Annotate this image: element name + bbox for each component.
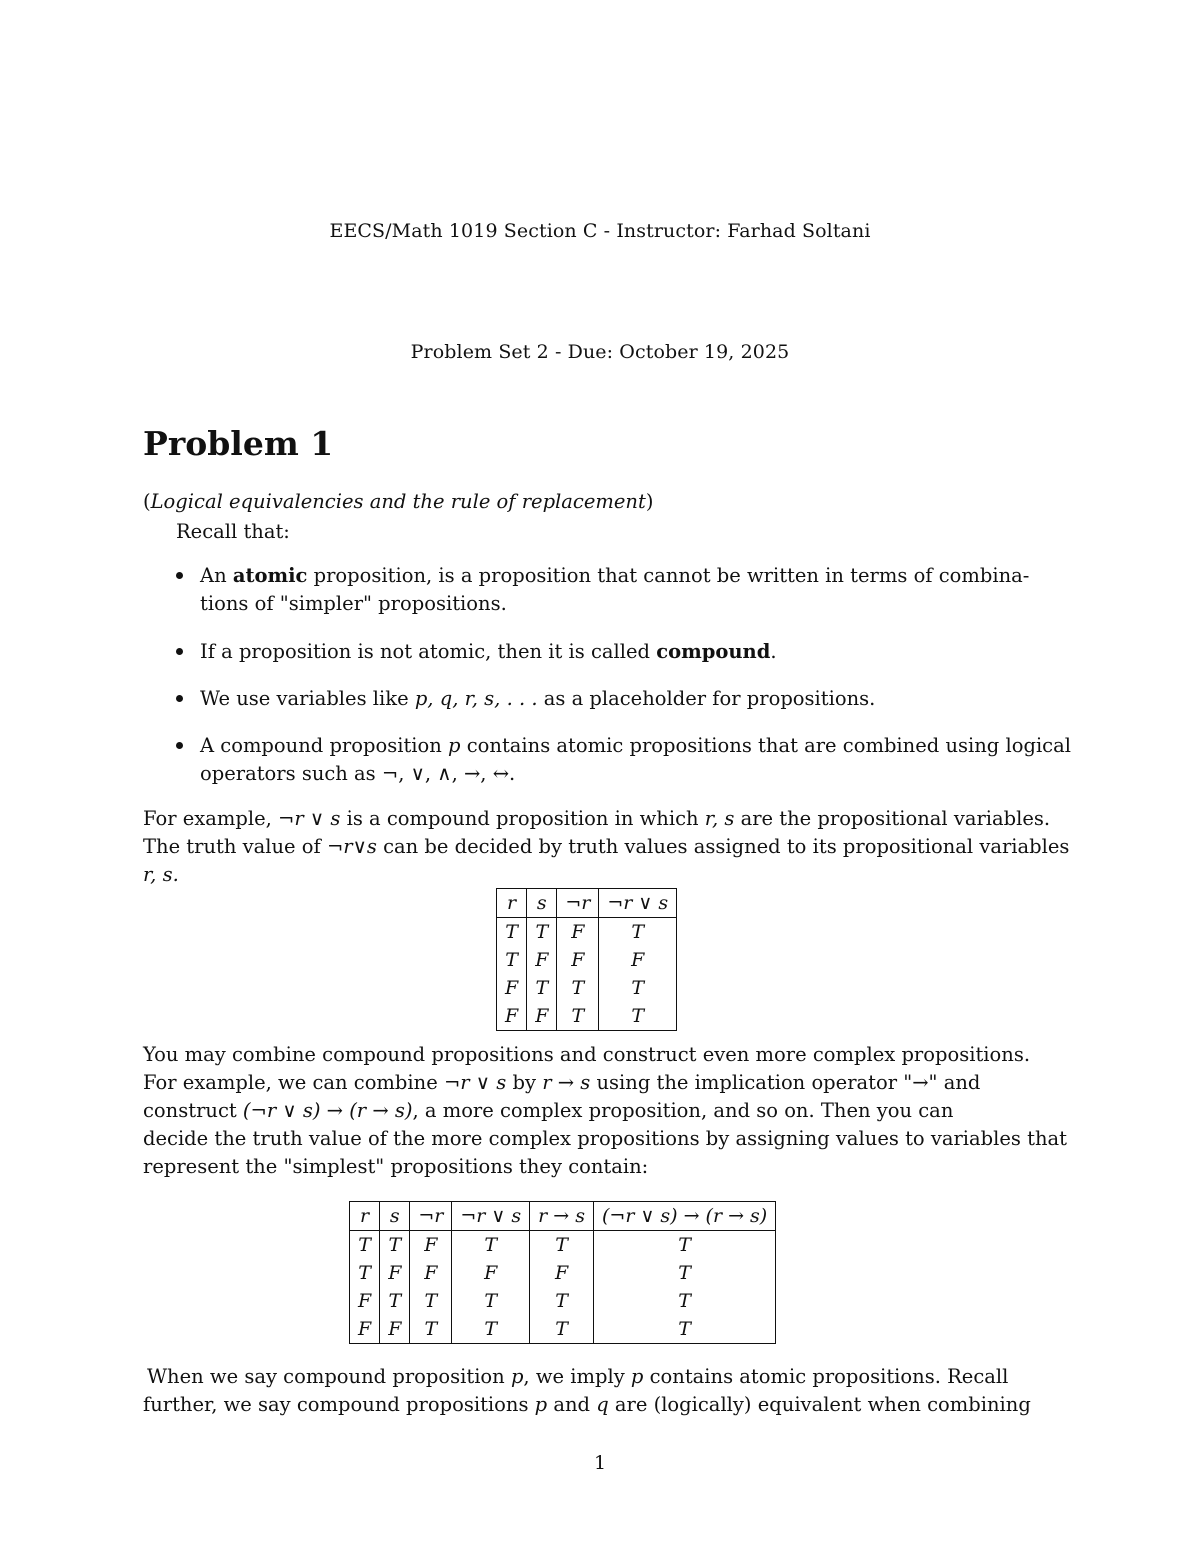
table-row [350,1287,776,1315]
table-cell: T [380,1287,410,1315]
table-header-cell: ¬r [410,1202,452,1231]
p3-l2-var2: q [596,1393,609,1416]
table-header-cell: r → s [530,1202,594,1231]
bullet-3-post: as a placeholder for propositions. [537,687,876,710]
table-cell: T [527,974,557,1002]
problem-title: Problem 1 [143,424,334,463]
bullet-4-post: contains atomic propositions that are combined using logical [460,734,1071,757]
p1-l1-expr: ¬r ∨ s [278,807,341,830]
table-cell: T [452,1315,530,1344]
page-number: 1 [593,1452,607,1474]
bullet-icon [176,572,183,579]
p3-l2-post: are (logically) equivalent when combining [608,1393,1031,1416]
table-header-cell: (¬r ∨ s) → (r → s) [593,1202,775,1231]
p2-l3-post: , a more complex proposition, and so on. Then you can [412,1099,954,1122]
bullet-4-line-2: operators such as ¬, ∨, ∧, →, ↔. [200,762,516,785]
table-cell: F [599,946,677,974]
table-cell: F [350,1287,380,1315]
bullet-4-var: p [448,734,461,757]
table-cell: T [530,1315,594,1344]
paragraph-3-line-2 [143,1391,1031,1419]
truth-table-1 [496,888,677,1031]
table-cell: T [530,1287,594,1315]
subtitle-text: Logical equivalencies and the rule of replacement [150,490,646,513]
table-header-cell: s [380,1202,410,1231]
paragraph-2-line-4: decide the truth value of the more complex propositions by assigning values to variables that [143,1127,1067,1150]
table-cell: T [593,1231,775,1260]
p3-l2-pre: further, we say compound propositions [143,1393,535,1416]
bullet-1-text [200,562,1029,590]
p1-l1-vars: r, s [704,807,735,830]
bullet-1-bold: atomic [232,564,308,587]
p3-l2-mid: and [547,1393,597,1416]
bullet-icon [176,695,183,702]
table-cell: T [599,918,677,947]
table-cell: F [410,1231,452,1260]
recall-text: Recall that: [176,520,290,543]
bullet-1-pre: An [200,564,233,587]
bullet-1-line-2: tions of "simpler" propositions. [200,592,507,615]
p1-l1-mid: is a compound proposition in which [340,807,705,830]
bullet-4-pre: A compound proposition [200,734,449,757]
table-cell: F [452,1259,530,1287]
table-cell: T [527,918,557,947]
table-row [497,946,677,974]
table-header-cell: r [497,889,527,918]
table-row [350,1231,776,1260]
table-header-cell: r [350,1202,380,1231]
table-cell: T [452,1231,530,1260]
table-cell: T [350,1231,380,1260]
p1-l1-pre: For example, [143,807,279,830]
course-header: EECS/Math 1019 Section C - Instructor: Farhad Soltani [329,220,871,242]
table-header-row [350,1202,776,1231]
p3-l2-var1: p [534,1393,548,1416]
table-cell: T [497,918,527,947]
paragraph-2-line-1: You may combine compound propositions and construct even more complex propositions. [143,1043,1031,1066]
table-cell: T [530,1231,594,1260]
p2-l3-pre: construct [143,1099,243,1122]
problem-set-header: Problem Set 2 - Due: October 19, 2025 [410,341,790,363]
paragraph-2-line-3 [143,1097,953,1125]
p1-l2-post: can be decided by truth values assigned to its propositional variables [376,835,1070,858]
bullet-2 [200,638,777,666]
table-cell: F [497,974,527,1002]
table-cell: T [557,1002,599,1031]
p3-l1-var2: p [630,1365,644,1388]
p1-l2-pre: The truth value of [143,835,327,858]
paragraph-1-line-2 [143,833,1069,861]
bullet-2-bold: compound [656,640,771,663]
table-cell: F [557,918,599,947]
table-cell: F [527,946,557,974]
table-cell: F [380,1259,410,1287]
table-cell: T [410,1287,452,1315]
truth-table-2 [349,1201,776,1344]
table-cell: F [350,1315,380,1344]
table-cell: T [410,1315,452,1344]
table-header-row [497,889,677,918]
paragraph-1-line-3: r, s. [143,863,179,886]
problem-subtitle: (Logical equivalencies and the rule of replacement) [143,490,654,513]
p2-l3-expr: (¬r ∨ s) → (r → s) [242,1099,413,1122]
p2-l2-expr2: r → s [542,1071,591,1094]
bullet-icon [176,742,183,749]
table-row [497,974,677,1002]
paragraph-1-line-1 [143,805,1050,833]
p3-l1-pre: When we say compound proposition [147,1365,511,1388]
paragraph-3-line-1 [147,1363,1008,1391]
table-cell: T [593,1315,775,1344]
p2-l2-expr1: ¬r ∨ s [443,1071,507,1094]
table-cell: T [497,946,527,974]
table-row [350,1259,776,1287]
table-header-cell: ¬r ∨ s [452,1202,530,1231]
table-cell: T [557,974,599,1002]
p2-l2-mid: by [506,1071,543,1094]
bullet-icon [176,648,183,655]
table-cell: T [599,1002,677,1031]
bullet-1-post: proposition, is a proposition that cannot be written in terms of combina- [307,564,1030,587]
paragraph-2-line-2 [143,1069,980,1097]
table-header-cell: s [527,889,557,918]
table-cell: F [497,1002,527,1031]
table-cell: T [593,1287,775,1315]
table-cell: F [380,1315,410,1344]
table-cell: F [530,1259,594,1287]
p1-l2-expr: ¬r∨s [326,835,377,858]
table-cell: T [599,974,677,1002]
p3-l1-mid: , we imply [523,1365,631,1388]
table-row [497,918,677,947]
bullet-3 [200,685,875,713]
table-cell: F [557,946,599,974]
table-header-cell: ¬r ∨ s [599,889,677,918]
table-cell: T [380,1231,410,1260]
table-cell: T [350,1259,380,1287]
table-cell: T [452,1287,530,1315]
table-cell: F [410,1259,452,1287]
p3-l1-var1: p [510,1365,524,1388]
p2-l2-pre: For example, we can combine [143,1071,444,1094]
p1-l1-post: are the propositional variables. [734,807,1051,830]
p2-l2-post: using the implication operator "→" and [590,1071,981,1094]
bullet-2-post: . [770,640,777,663]
table-cell: T [593,1259,775,1287]
p3-l1-post: contains atomic propositions. Recall [643,1365,1009,1388]
bullet-1-line-1 [200,562,1060,590]
bullet-4-line-1 [200,732,1071,760]
table-cell: F [527,1002,557,1031]
paragraph-2-line-5: represent the "simplest" propositions they contain: [143,1155,649,1178]
table-header-cell: ¬r [557,889,599,918]
table-row [497,1002,677,1031]
bullet-3-pre: We use variables like [200,687,415,710]
bullet-2-pre: If a proposition is not atomic, then it is called [200,640,657,663]
bullet-3-vars: p, q, r, s, . . . [414,687,538,710]
table-row [350,1315,776,1344]
